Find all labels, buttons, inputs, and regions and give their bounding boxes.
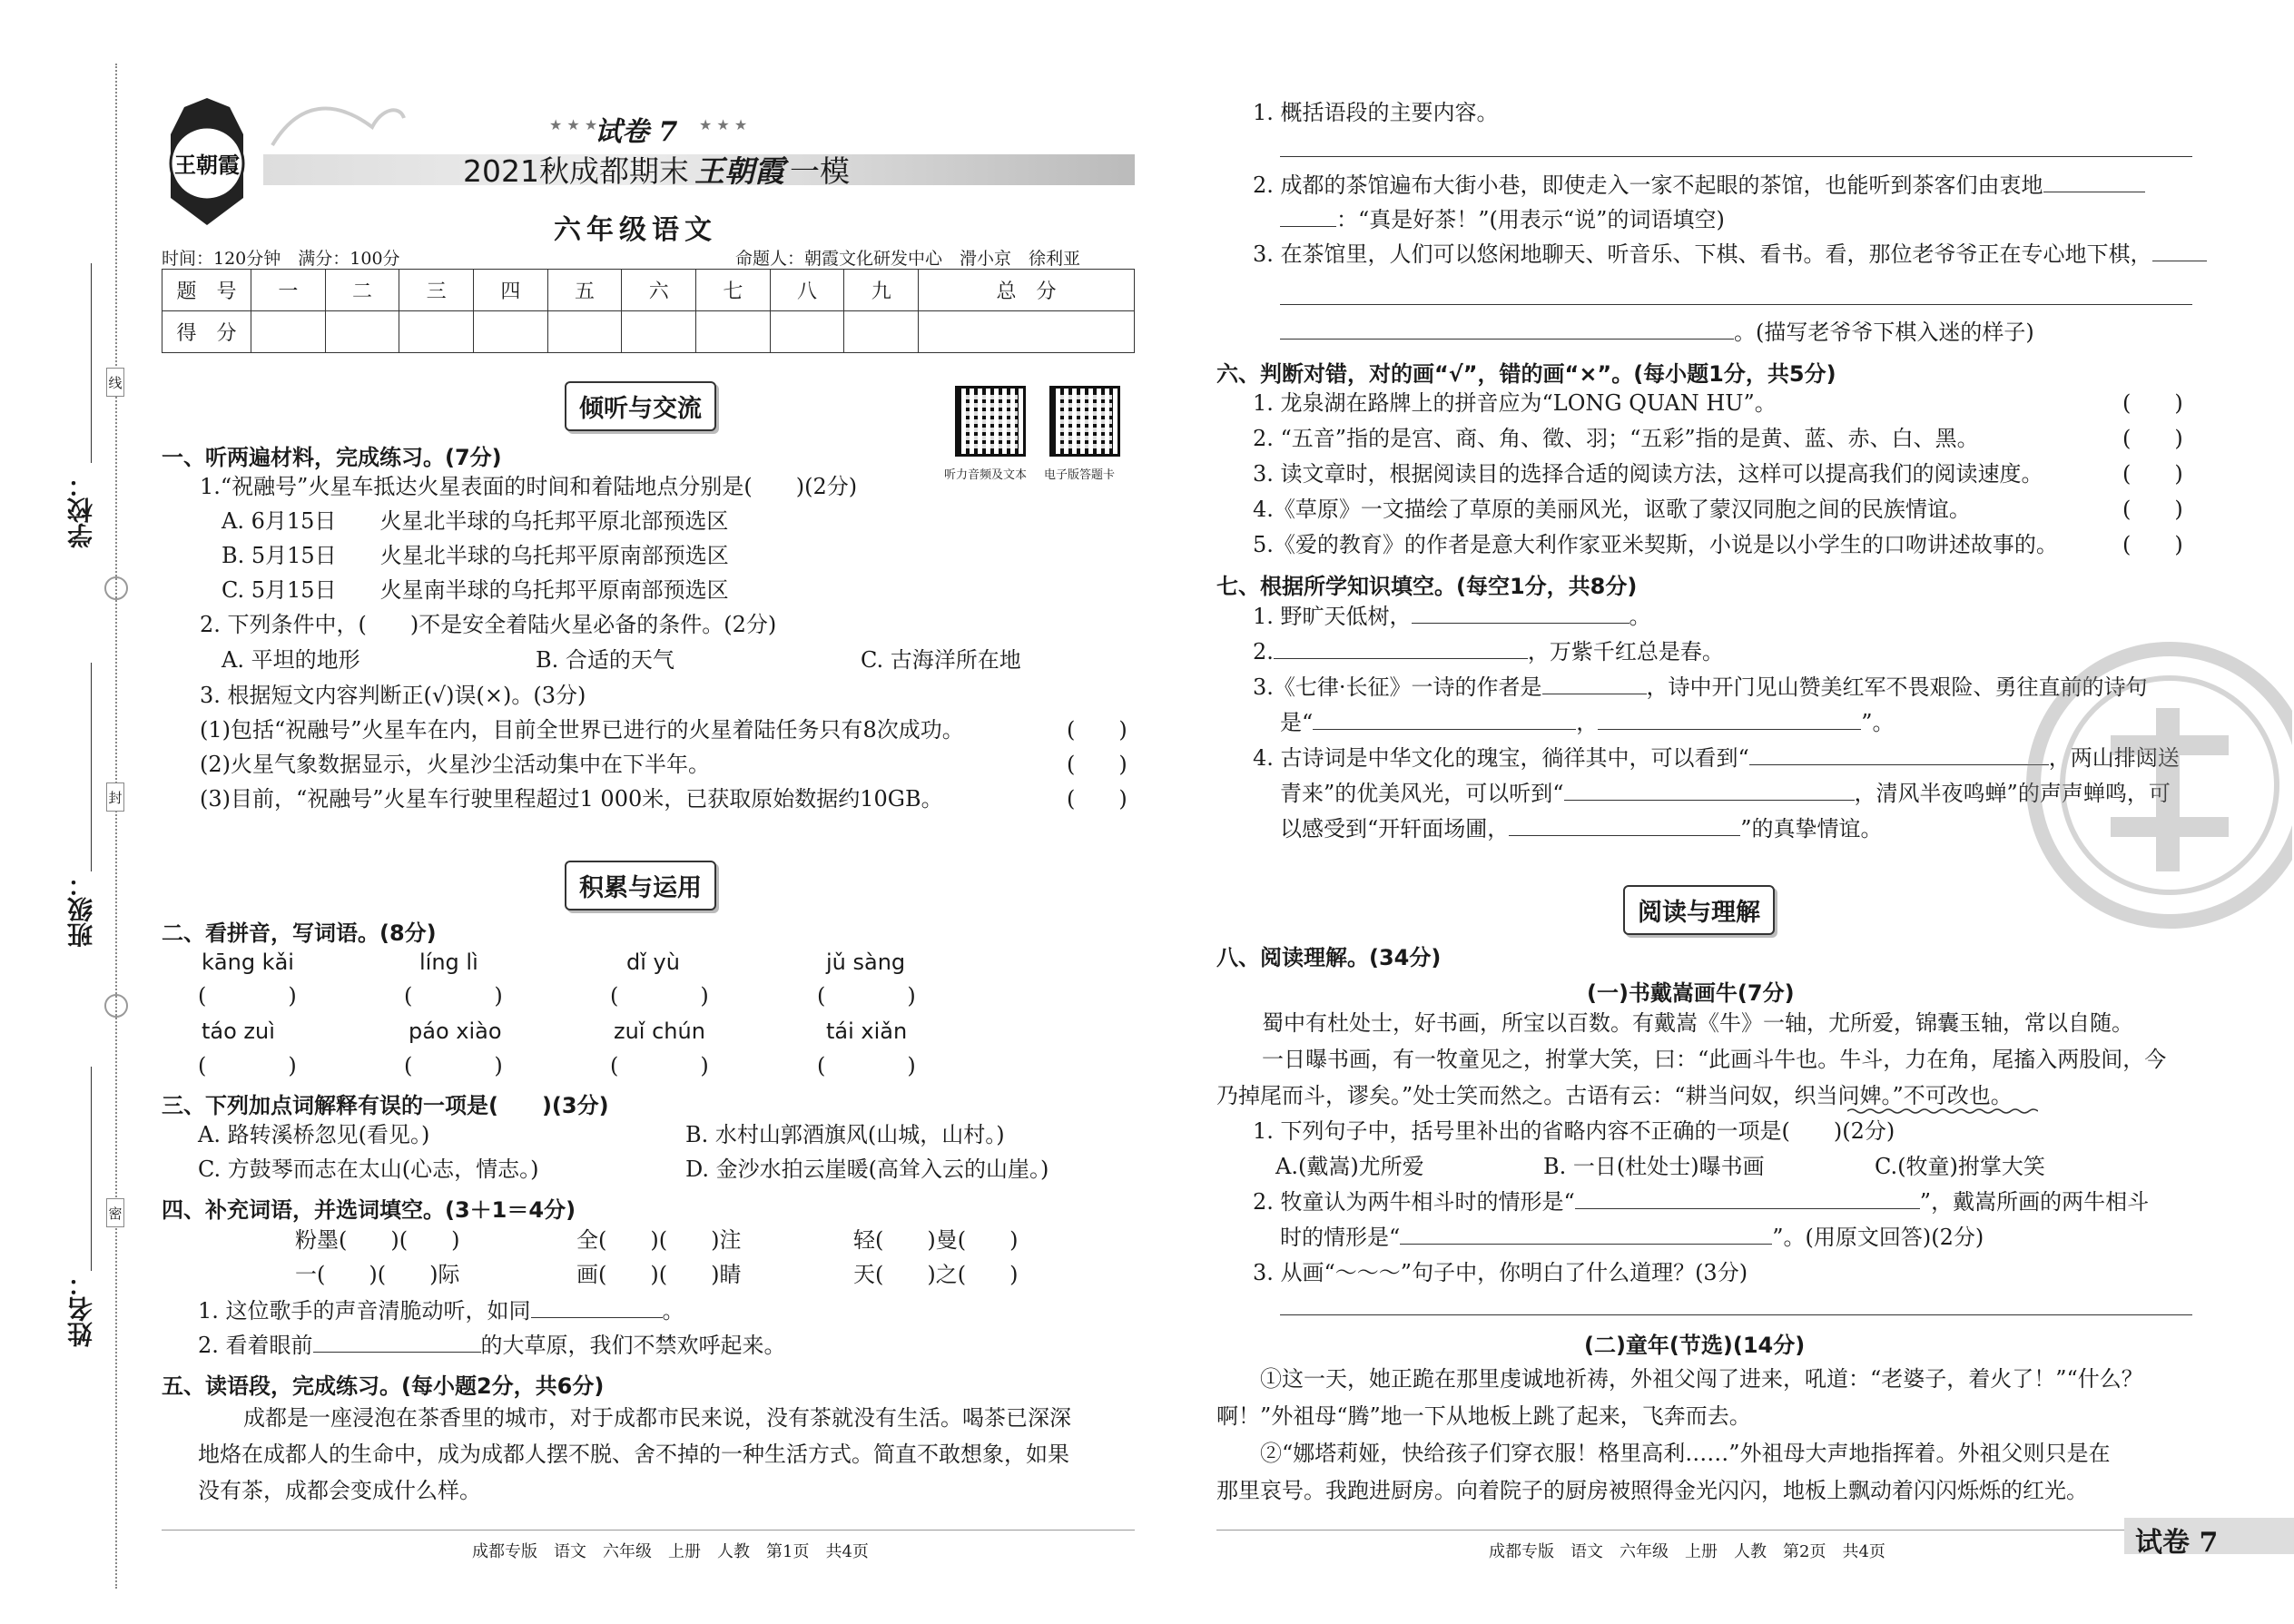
exam-title: 2021秋成都期末 王朝霞 一模 [463,153,850,189]
left-footer: 成都专版 语文 六年级 上册 人教 第1页 共4页 [472,1542,869,1561]
qr1-caption: 听力音频及文本 [944,468,1028,482]
q1-1-option-c: C. 5月15日 火星南半球的乌托邦平原南部预选区 [222,577,729,603]
answer-line[interactable] [1280,156,2192,157]
p1-q1-option-c: C.(牧童)拊掌大笑 [1875,1154,2045,1179]
pinyin-item: líng lì [419,950,478,975]
passage2-line: 啊！”外祖母“腾”地一下从地板上跳了起来，飞奔而去。 [1216,1403,1751,1429]
q7-3: 3.《七律·长征》一诗的作者是 ，诗中开门见山赞美红军不畏艰险、勇往直前的诗句 [1253,674,2148,700]
q6-item: 1. 龙泉湖在路牌上的拼音应为“LONG QUAN HU”。 [1253,390,1777,416]
fill-blank[interactable] [531,1298,663,1318]
q1-3-2: (2)火星气象数据显示，火星沙尘活动集中在下半年。 [200,752,710,777]
r-q3-cont: 。(描写老爷爷下棋入迷的样子) [1280,320,2034,346]
answer-line[interactable] [1280,1314,2192,1315]
q1-3: 3. 根据短文内容判断正(√)误(×)。(3分) [200,683,586,708]
right-footer: 成都专版 语文 六年级 上册 人教 第2页 共4页 [1489,1542,1885,1561]
q7-2: 2. ，万紫千红总是春。 [1253,639,1724,664]
fill-blank[interactable] [2152,241,2207,261]
r-q2: 2. 成都的茶馆遍布大街小巷，即使走入一家不起眼的茶馆，也能听到茶客们由衷地 [1253,172,2145,199]
q4-word: 一( )( )际 [295,1262,460,1287]
q7-1: 1. 野旷天低树， 。 [1253,604,1651,629]
fill-blank[interactable] [313,1333,481,1353]
q1-2-option-a: A. 平坦的地形 [222,647,360,673]
mark-feng: 封 [106,782,124,812]
q5-passage-line: 成都是一座浸泡在茶香里的城市，对于成都市民来说，没有茶就没有生活。喝茶已深深 [243,1405,1071,1431]
pinyin-answer-paren[interactable]: ( ) [198,1053,310,1078]
pinyin-answer-paren[interactable]: ( ) [817,983,929,1009]
brand-logo-icon [153,98,261,230]
series-label: 试卷 7 [595,116,678,148]
passage1-line: 蜀中有杜处士，好书画，所宝以百数。有戴嵩《牛》一轴，尤所爱，锦囊玉轴，常以自随。 [1262,1010,2133,1036]
fill-blank[interactable] [1575,1189,1920,1209]
q4-heading: 四、补充词语，并选词填空。(3＋1＝4分) [162,1197,576,1223]
q7-4-cont: 青来”的优美风光，可以听到“ ，清风半夜鸣蝉”的声声蝉鸣，可 [1280,781,2171,806]
pinyin-answer-paren[interactable]: ( ) [404,1053,516,1078]
q1-heading: 一、听两遍材料，完成练习。(7分) [162,445,502,470]
q1-2-option-c: C. 古海洋所在地 [861,647,1021,673]
answer-card-qr-code-icon[interactable] [1049,386,1120,457]
q4-2: 2. 看着眼前 的大草原，我们不禁欢呼起来。 [198,1333,786,1358]
q6-item: 5.《爱的教育》的作者是意大利作家亚米契斯，小说是以小学生的口吻讲述故事的。 [1253,532,2058,557]
pinyin-item: kāng kǎi [202,950,294,975]
pinyin-item: tái xiǎn [826,1019,908,1044]
fill-blank[interactable] [2043,172,2145,192]
pinyin-answer-paren[interactable]: ( ) [817,1053,929,1078]
q3-option-a: A. 路转溪桥忽见(看见。) [198,1122,430,1147]
answer-line[interactable] [1280,304,2192,305]
q1-3-1: (1)包括“祝融号”火星车在内，目前全世界已进行的火星着陆任务只有8次成功。 [200,717,964,743]
exam-authors: 命题人：朝霞文化研发中心 滑小京 徐利亚 [735,249,1081,269]
pinyin-item: dǐ yù [626,950,680,975]
passage1-line: 乃掉尾而斗，谬矣。”处士笑而然之。古语有云：“耕当问奴，织当问婢。”不可改也。 [1216,1083,2013,1108]
p1-q3: 3. 从画“～～～”句子中，你明白了什么道理？(3分) [1253,1260,1748,1285]
answer-paren[interactable]: ( ) [2122,532,2183,557]
pinyin-item: páo xiào [409,1019,502,1044]
answer-paren[interactable]: ( ) [2122,426,2183,451]
pinyin-answer-paren[interactable]: ( ) [610,1053,722,1078]
q2-heading: 二、看拼音，写词语。(8分) [162,920,437,946]
fill-blank[interactable] [1542,674,1647,694]
name-label: 姓名： [66,1271,96,1347]
pinyin-answer-paren[interactable]: ( ) [610,983,722,1009]
pinyin-item: jǔ sàng [826,950,906,975]
q5-heading: 五、读语段，完成练习。(每小题2分，共6分) [162,1373,605,1399]
audio-qr-code-icon[interactable] [955,386,1026,457]
fill-blank[interactable] [1280,207,1336,227]
q3-option-d: D. 金沙水拍云崖暖(高耸入云的山崖。) [685,1156,1049,1182]
svg-text:王朝霞: 王朝霞 [174,152,240,178]
fill-blank[interactable] [1274,639,1528,659]
q5-passage-line: 地烙在成都人的生命中，成为成都人摆不脱、舍不掉的一种生活方式。简直不敢想象，如果 [198,1442,1069,1467]
q7-heading: 七、根据所学知识填空。(每空1分，共8分) [1216,574,1638,599]
class-label: 班级： [66,871,96,948]
section-listening-title: 倾听与交流 [565,381,716,431]
answer-paren[interactable]: ( ) [1067,786,1127,812]
q6-item: 2. “五音”指的是宫、商、角、徵、羽；“五彩”指的是黄、蓝、赤、白、黑。 [1253,426,1979,451]
q4-word: 全( )( )注 [576,1227,742,1253]
r-q3: 3. 在茶馆里，人们可以悠闲地聊天、听音乐、下棋、看书。看，那位老爷爷正在专心地下棋， [1253,241,2207,268]
p1-q2-cont: 时的情形是“ ”。(用原文回答)(2分) [1280,1225,1984,1250]
subject-title: 六年级语文 [554,214,717,246]
q4-word: 画( )( )睛 [576,1262,742,1287]
q7-4-cont2: 以感受到“开轩面场圃， ”的真挚情谊。 [1280,816,1883,842]
school-label: 学校： [66,472,96,548]
q4-word: 轻( )曼( ) [853,1227,1019,1253]
q1-3-3: (3)目前，“祝融号”火星车行驶里程超过1 000米，已获取原始数据约10GB。 [200,786,943,812]
corner-series-label: 试卷 7 [2135,1527,2219,1559]
q1-1-option-b: B. 5月15日 火星北半球的乌托邦平原南部预选区 [222,543,729,568]
exam-time: 时间：120分钟 满分：100分 [162,249,400,269]
q6-item: 3. 读文章时，根据阅读目的选择合适的阅读方法，这样可以提高我们的阅读速度。 [1253,461,2043,487]
section-accumulation-title: 积累与运用 [565,861,716,910]
p1-q2: 2. 牧童认为两牛相斗时的情形是“ ”，戴嵩所画的两牛相斗 [1253,1189,2150,1215]
answer-paren[interactable]: ( ) [2122,461,2183,487]
fill-blank[interactable] [1509,816,1740,836]
fill-blank[interactable] [1598,710,1861,730]
passage1-title: (一)书戴嵩画牛(7分) [1587,980,1795,1006]
passage2-title: (二)童年(节选)(14分) [1584,1333,1806,1358]
q3-option-b: B. 水村山郭酒旗风(山城，山村。) [685,1122,1005,1147]
p1-q1-option-a: A.(戴嵩)尤所爱 [1275,1154,1424,1179]
answer-paren[interactable]: ( ) [2122,497,2183,522]
q6-item: 4.《草原》一文描绘了草原的美丽风光，讴歌了蒙汉同胞之间的民族情谊。 [1253,497,1971,522]
q1-1: 1.“祝融号”火星车抵达火星表面的时间和着陆地点分别是( )(2分) [200,474,858,499]
q4-word: 天( )之( ) [853,1262,1019,1287]
q1-2: 2. 下列条件中，( )不是安全着陆火星必备的条件。(2分) [200,612,777,637]
fill-blank[interactable] [1400,1225,1772,1245]
watermark-seal-icon [2020,635,2292,935]
fill-blank[interactable] [1749,745,2049,765]
q6-heading: 六、判断对错，对的画“√”，错的画“×”。(每小题1分，共5分) [1216,361,1836,387]
ribbon-decoration-icon [263,91,409,154]
p1-q1: 1. 下列句子中，括号里补出的省略内容不正确的一项是( )(2分) [1253,1118,1895,1144]
q4-word: 粉墨( )( ) [295,1227,460,1253]
passage2-line: 那里哀号。我跑进厨房。向着院子的厨房被照得金光闪闪，地板上飘动着闪闪烁烁的红光。 [1216,1478,2088,1503]
passage1-line: 一日曝书画，有一牧童见之，拊掌大笑，曰：“此画斗牛也。牛斗，力在角，尾搐入两股间，今 [1262,1047,2167,1072]
q3-heading: 三、下列加点词解释有误的一项是( )(3分) [162,1093,609,1118]
q1-1-option-a: A. 6月15日 火星北半球的乌托邦平原北部预选区 [222,508,729,534]
q1-2-option-b: B. 合适的天气 [536,647,674,673]
pinyin-answer-paren[interactable]: ( ) [404,983,516,1009]
fill-blank[interactable] [1313,710,1576,730]
fill-blank[interactable] [1280,320,1734,340]
q4-1: 1. 这位歌手的声音清脆动听，如同 。 [198,1298,684,1324]
score-table: 题 号 一 二 三 四 五 六 七 八 九 总 分 得 分 [162,269,1135,353]
passage2-line: ②“娜塔莉娅，快给孩子们穿衣服！格里高利……”外祖母大声地指挥着。外祖父则只是在 [1260,1441,2111,1466]
r-q2-cont: ：“真是好茶！”(用表示“说”的词语填空) [1280,207,1725,233]
fill-blank[interactable] [1412,604,1629,624]
wavy-underline [1847,1107,2038,1115]
p1-q1-option-b: B. 一日(杜处士)曝书画 [1543,1154,1765,1179]
q7-3-cont: 是“ ， ”。 [1280,710,1895,735]
pinyin-answer-paren[interactable]: ( ) [198,983,310,1009]
mark-mi: 密 [106,1198,124,1227]
mark-xian: 线 [106,368,124,397]
pinyin-item: táo zuì [202,1019,275,1044]
qr2-caption: 电子版答题卡 [1044,468,1116,482]
r-q1: 1. 概括语段的主要内容。 [1253,100,1499,125]
fill-blank[interactable] [1564,781,1855,801]
section-reading-title: 阅读与理解 [1623,885,1775,935]
answer-paren[interactable]: ( ) [1067,717,1127,743]
pinyin-item: zuǐ chún [614,1019,705,1044]
q3-option-c: C. 方鼓琴而志在太山(心志，情志。) [198,1156,539,1182]
passage2-line: ①这一天，她正跪在那里虔诚地祈祷，外祖父闯了进来，吼道：“老婆子，着火了！”“什么？ [1260,1366,2143,1392]
answer-paren[interactable]: ( ) [1067,752,1127,777]
q7-4: 4. 古诗词是中华文化的瑰宝，徜徉其中，可以看到“ ，两山排闼送 [1253,745,2180,771]
q5-passage-line: 没有茶，成都会变成什么样。 [198,1478,481,1503]
answer-paren[interactable]: ( ) [2122,390,2183,416]
q8-heading: 八、阅读理解。(34分) [1216,945,1442,970]
